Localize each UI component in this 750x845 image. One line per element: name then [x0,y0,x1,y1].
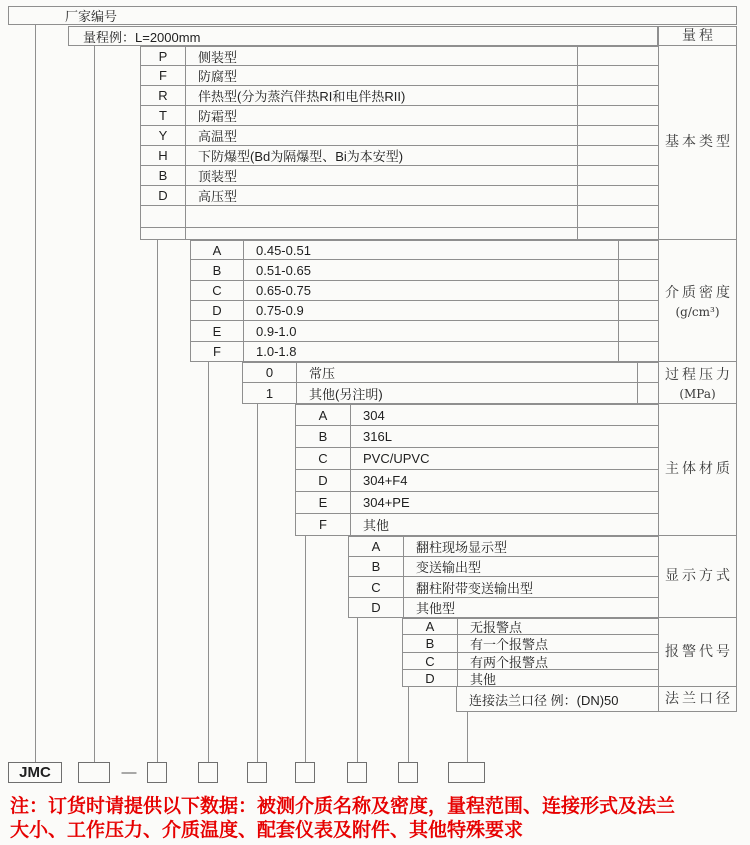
row-code: C [403,653,458,669]
section-label [658,46,737,240]
row-desc: 其他(另注明) [309,386,383,402]
row-desc: 伴热型(分为蒸汽伴热RI和电伴热RII) [198,89,406,104]
selection-row [140,186,658,206]
selection-row [190,240,658,260]
section-label-text: 法兰口径 [665,690,733,707]
row-code: B [191,260,244,280]
column-divider [577,126,578,145]
row-code: C [349,577,404,597]
connector-line [35,24,36,762]
column-divider [577,47,578,65]
order-note [10,795,746,843]
row-code: C [296,448,351,469]
section-label-subtext: (MPa) [679,387,716,401]
row-desc: 其他 [470,671,497,686]
connector-line [208,362,209,762]
selection-row [242,362,658,383]
selection-row [140,228,658,240]
model-code-box [347,762,367,783]
selection-row [242,383,658,404]
selection-row [348,598,658,618]
column-divider [577,228,578,239]
row-code: C [191,281,244,300]
range-example-cell [68,26,658,46]
row-desc: 304 [363,407,385,423]
row-desc: 有一个报警点 [470,637,549,652]
section-label-text: 报警代号 [665,643,733,660]
row-desc: 顶装型 [198,169,238,184]
selection-row [140,86,658,106]
selection-row [402,653,658,670]
row-desc: 304+F4 [363,473,408,488]
row-code: R [141,86,186,105]
connector-line [357,618,358,762]
column-divider [577,106,578,125]
connector-line [305,536,306,762]
selection-row [295,514,658,536]
row-desc [186,228,658,239]
row-desc: 0.45-0.51 [256,242,311,258]
flange-row [456,687,658,712]
selection-row [402,618,658,635]
row-desc: 下防爆型(Bd为隔爆型、Bi为本安型) [198,149,404,164]
section-label [658,687,737,712]
section-label [658,362,737,404]
model-prefix-text: JMC [19,764,51,781]
section-label-text: 主体材质 [665,461,733,477]
row-desc: 翻柱附带变送输出型 [416,580,534,596]
section-label [658,26,737,46]
column-divider [618,301,619,320]
column-divider [577,166,578,185]
model-code-box [78,762,110,783]
selection-row [295,492,658,514]
row-code: A [403,619,458,634]
section-label [658,618,737,687]
column-divider [577,66,578,85]
row-code: A [296,405,351,425]
row-desc: 0.9-1.0 [256,323,297,339]
row-desc: 0.51-0.65 [256,262,311,278]
selection-row [295,470,658,492]
row-desc: 其他型 [416,601,456,616]
model-code-box [398,762,418,783]
selection-row [140,126,658,146]
selection-row [402,635,658,653]
selection-row [190,281,658,301]
row-code: F [141,66,186,85]
model-code-box [448,762,485,783]
row-desc: 有两个报警点 [470,654,549,669]
row-code: E [191,321,244,341]
model-prefix-box [8,762,62,783]
row-code: D [141,186,186,205]
row-desc: 侧装型 [198,49,238,65]
selection-row [190,260,658,281]
selection-row [140,206,658,228]
row-code: H [141,146,186,165]
selection-row [348,536,658,557]
row-desc [186,206,658,227]
row-desc: 316L [363,429,392,444]
column-divider [577,206,578,227]
selection-row [402,670,658,687]
section-label [658,536,737,618]
selection-row [295,404,658,426]
row-desc: 防腐型 [198,69,238,84]
factory-number-cell [8,6,737,25]
column-divider [618,281,619,300]
selection-row [295,426,658,448]
section-label-subtext: (g/cm³) [675,305,720,319]
column-divider [577,186,578,205]
row-code: D [296,470,351,491]
section-label [658,240,737,362]
connector-line [157,240,158,762]
row-code: B [349,557,404,576]
row-desc: 变送输出型 [416,560,482,575]
selection-row [348,557,658,577]
connector-line [467,712,468,762]
row-desc: 无报警点 [470,620,523,634]
column-divider [577,86,578,105]
model-code-box [295,762,315,783]
section-label-text: 量程 [682,27,716,44]
model-dash: — [121,764,137,781]
selection-row [295,448,658,470]
order-note-line2: 大小、工作压力、介质温度、配套仪表及附件、其他特殊要求 [10,820,524,841]
row-desc: 1.0-1.8 [256,344,297,359]
connector-line [257,404,258,762]
row-code: A [349,537,404,556]
row-code: B [296,426,351,447]
selection-row [348,577,658,598]
row-code: E [296,492,351,513]
row-desc: 0.65-0.75 [256,283,311,298]
row-code: 0 [243,363,297,382]
row-code: A [191,241,244,259]
section-label [658,404,737,536]
flange-text: 连接法兰口径 例：(DN)50 [469,692,619,708]
selection-row [140,66,658,86]
row-code [141,228,186,239]
row-desc: 高温型 [198,129,238,144]
row-code: D [403,670,458,686]
column-divider [577,146,578,165]
row-desc: PVC/UPVC [363,451,430,466]
row-code: 1 [243,383,297,403]
row-code: F [296,514,351,535]
row-code: B [403,635,458,652]
row-code: B [141,166,186,185]
column-divider [637,363,638,382]
row-code [141,206,186,227]
model-code-box [247,762,267,783]
row-desc: 常压 [309,366,336,381]
row-code: D [191,301,244,320]
selection-row [190,342,658,362]
row-desc: 翻柱现场显示型 [416,540,508,555]
connector-line [408,687,409,762]
row-code: P [141,47,186,65]
section-label-text: 显示方式 [665,568,733,584]
factory-number-label: 厂家编号 [65,9,118,24]
selection-row [140,166,658,186]
section-label-text: 过程压力 [665,367,733,383]
row-desc: 防霜型 [198,109,238,124]
column-divider [637,383,638,403]
column-divider [618,260,619,280]
row-code: D [349,598,404,617]
row-desc: 304+PE [363,495,410,510]
selection-row [190,301,658,321]
column-divider [618,342,619,361]
selection-row [190,321,658,342]
selection-row [140,106,658,126]
column-divider [618,321,619,341]
order-note-line1: 注：订货时请提供以下数据：被测介质名称及密度，量程范围、连接形式及法兰 [10,796,676,817]
connector-line [94,46,95,762]
row-code: F [191,342,244,361]
row-desc: 0.75-0.9 [256,303,304,318]
model-code-box [198,762,218,783]
selection-row [140,146,658,166]
model-code-box [147,762,167,783]
range-example-text: 量程例：L=2000mm [83,29,201,45]
row-desc: 其他 [363,518,390,533]
selection-row [140,46,658,66]
section-label-text: 基本类型 [665,134,733,150]
row-code: Y [141,126,186,145]
row-code: T [141,106,186,125]
row-desc: 高压型 [198,189,238,204]
column-divider [618,241,619,259]
section-label-text: 介质密度 [665,285,733,301]
